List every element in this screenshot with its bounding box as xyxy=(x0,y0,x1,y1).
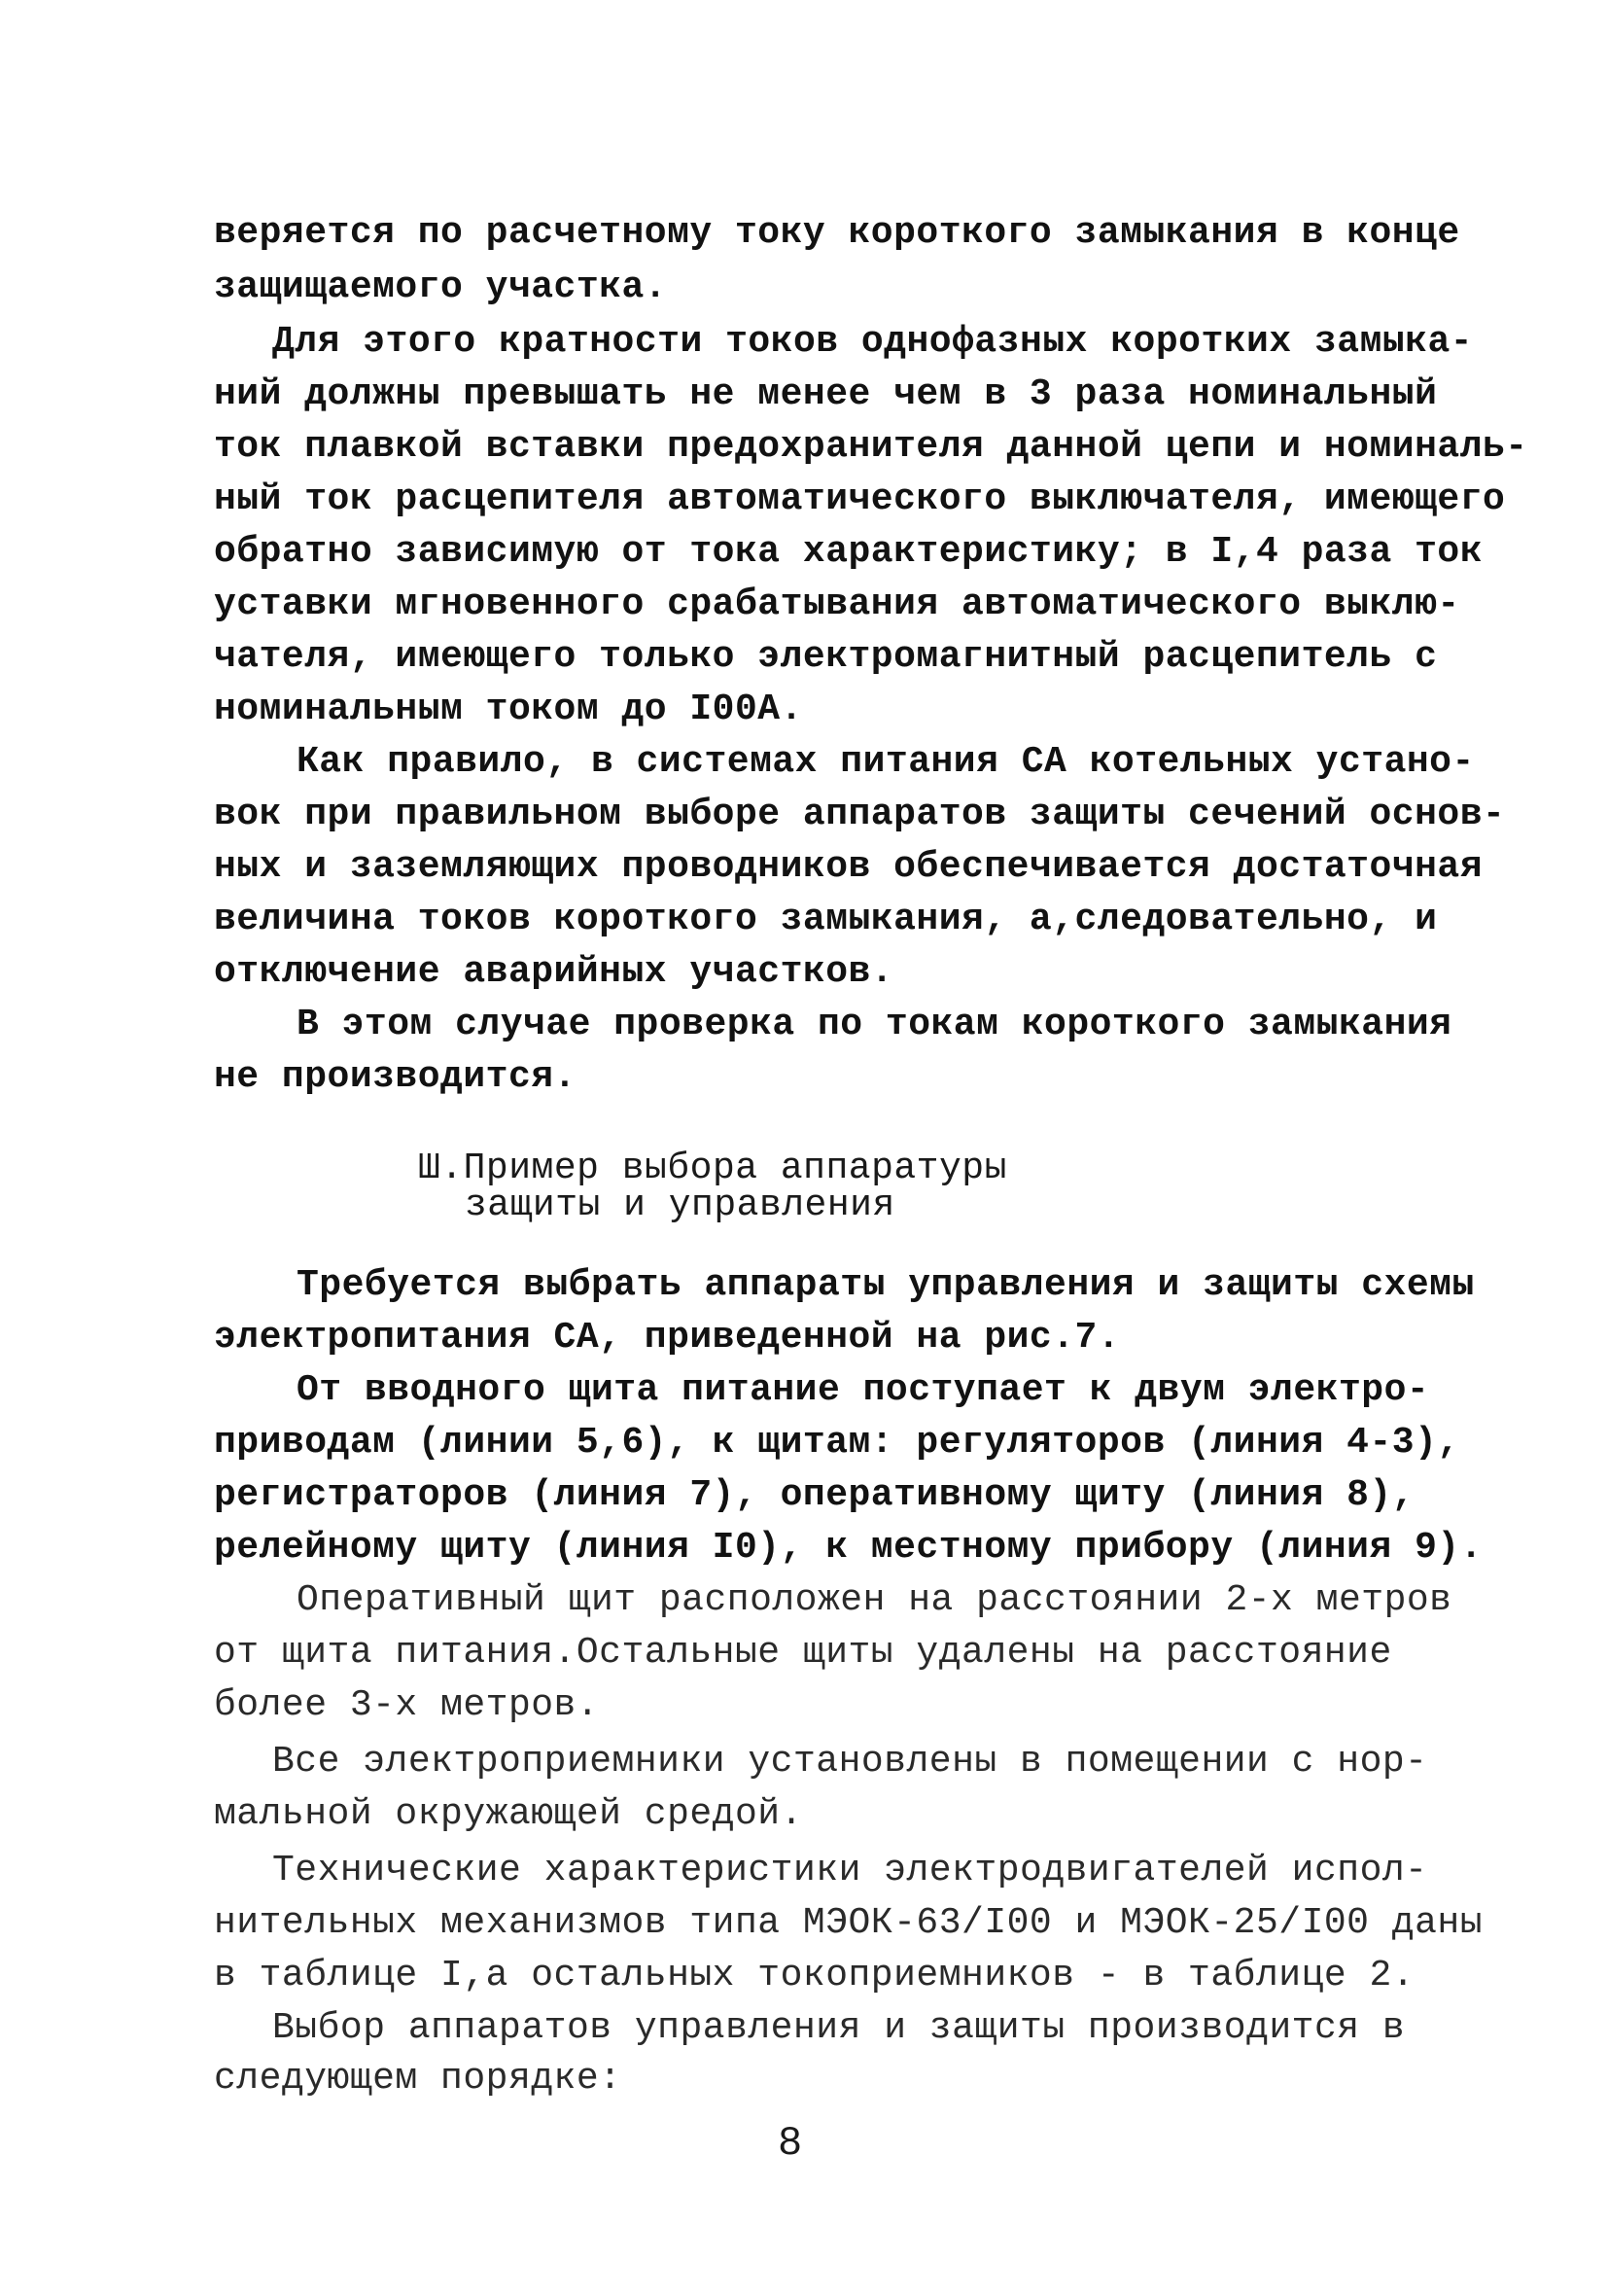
text-line: В этом случае проверка по токам короткого замыкания xyxy=(297,1004,1452,1045)
text-line: защищаемого участка. xyxy=(214,266,668,308)
text-line: уставки мгновенного срабатывания автоматического выклю- xyxy=(214,583,1460,625)
text-line: релейному щиту (линия I0), к местному прибору (линия 9). xyxy=(214,1527,1484,1569)
text-line: Выбор аппаратов управления и защиты производится в xyxy=(272,2007,1406,2049)
text-line: Оперативный щит расположен на расстоянии 2-х метров xyxy=(297,1579,1452,1621)
text-line: Технические характеристики электродвигателей испол- xyxy=(272,1850,1428,1891)
text-line: от щита питания.Остальные щиты удалены на расстояние xyxy=(214,1632,1392,1674)
text-line: регистраторов (линия 7), оперативному щиту (линия 8), xyxy=(214,1474,1416,1516)
text-line: Как правило, в системах питания СА котельных устано- xyxy=(297,741,1475,783)
text-line: величина токов короткого замыкания, а,следовательно, и xyxy=(214,899,1438,940)
page-number: 8 xyxy=(778,2120,803,2167)
text-line: ный ток расцепителя автоматического выключателя, имеющего xyxy=(214,478,1506,520)
text-line: мальной окружающей средой. xyxy=(214,1793,803,1835)
text-line: приводам (линии 5,6), к щитам: регуляторов (линия 4-3), xyxy=(214,1422,1460,1464)
text-line: ний должны превышать не менее чем в 3 раза номинальный xyxy=(214,373,1438,415)
text-line: веряется по расчетному току короткого замыкания в конце xyxy=(214,212,1460,254)
text-line: Все электроприемники установлены в помещении с нор- xyxy=(272,1741,1428,1783)
section-heading-line-2: защиты и управления xyxy=(465,1184,895,1226)
text-line: отключение аварийных участков. xyxy=(214,951,894,993)
text-line: чателя, имеющего только электромагнитный расцепитель с xyxy=(214,636,1438,678)
text-line: обратно зависимую от тока характеристику; в I,4 раза ток xyxy=(214,531,1484,573)
text-line: ток плавкой вставки предохранителя данной цепи и номиналь- xyxy=(214,426,1528,468)
text-line: следующем порядке: xyxy=(214,2058,622,2100)
text-line: вок при правильном выборе аппаратов защиты сечений основ- xyxy=(214,794,1506,835)
text-line: ных и заземляющих проводников обеспечивается достаточная xyxy=(214,846,1484,888)
text-line: в таблице I,а остальных токоприемников - в таблице 2. xyxy=(214,1955,1416,1996)
section-heading-line-1: Ш.Пример выбора аппаратуры xyxy=(418,1148,1007,1189)
text-line: номинальным током до I00А. xyxy=(214,689,803,730)
text-line: Требуется выбрать аппараты управления и защиты схемы xyxy=(297,1264,1475,1306)
text-line: электропитания СА, приведенной на рис.7. xyxy=(214,1317,1121,1359)
text-line: Для этого кратности токов однофазных коротких замыка- xyxy=(272,321,1474,363)
text-line: нительных механизмов типа МЭОК-63/I00 и МЭОК-25/I00 даны xyxy=(214,1902,1484,1944)
text-line: не производится. xyxy=(214,1056,577,1098)
text-line: От вводного щита питание поступает к двум электро- xyxy=(297,1369,1430,1411)
text-line: более 3-х метров. xyxy=(214,1684,600,1726)
